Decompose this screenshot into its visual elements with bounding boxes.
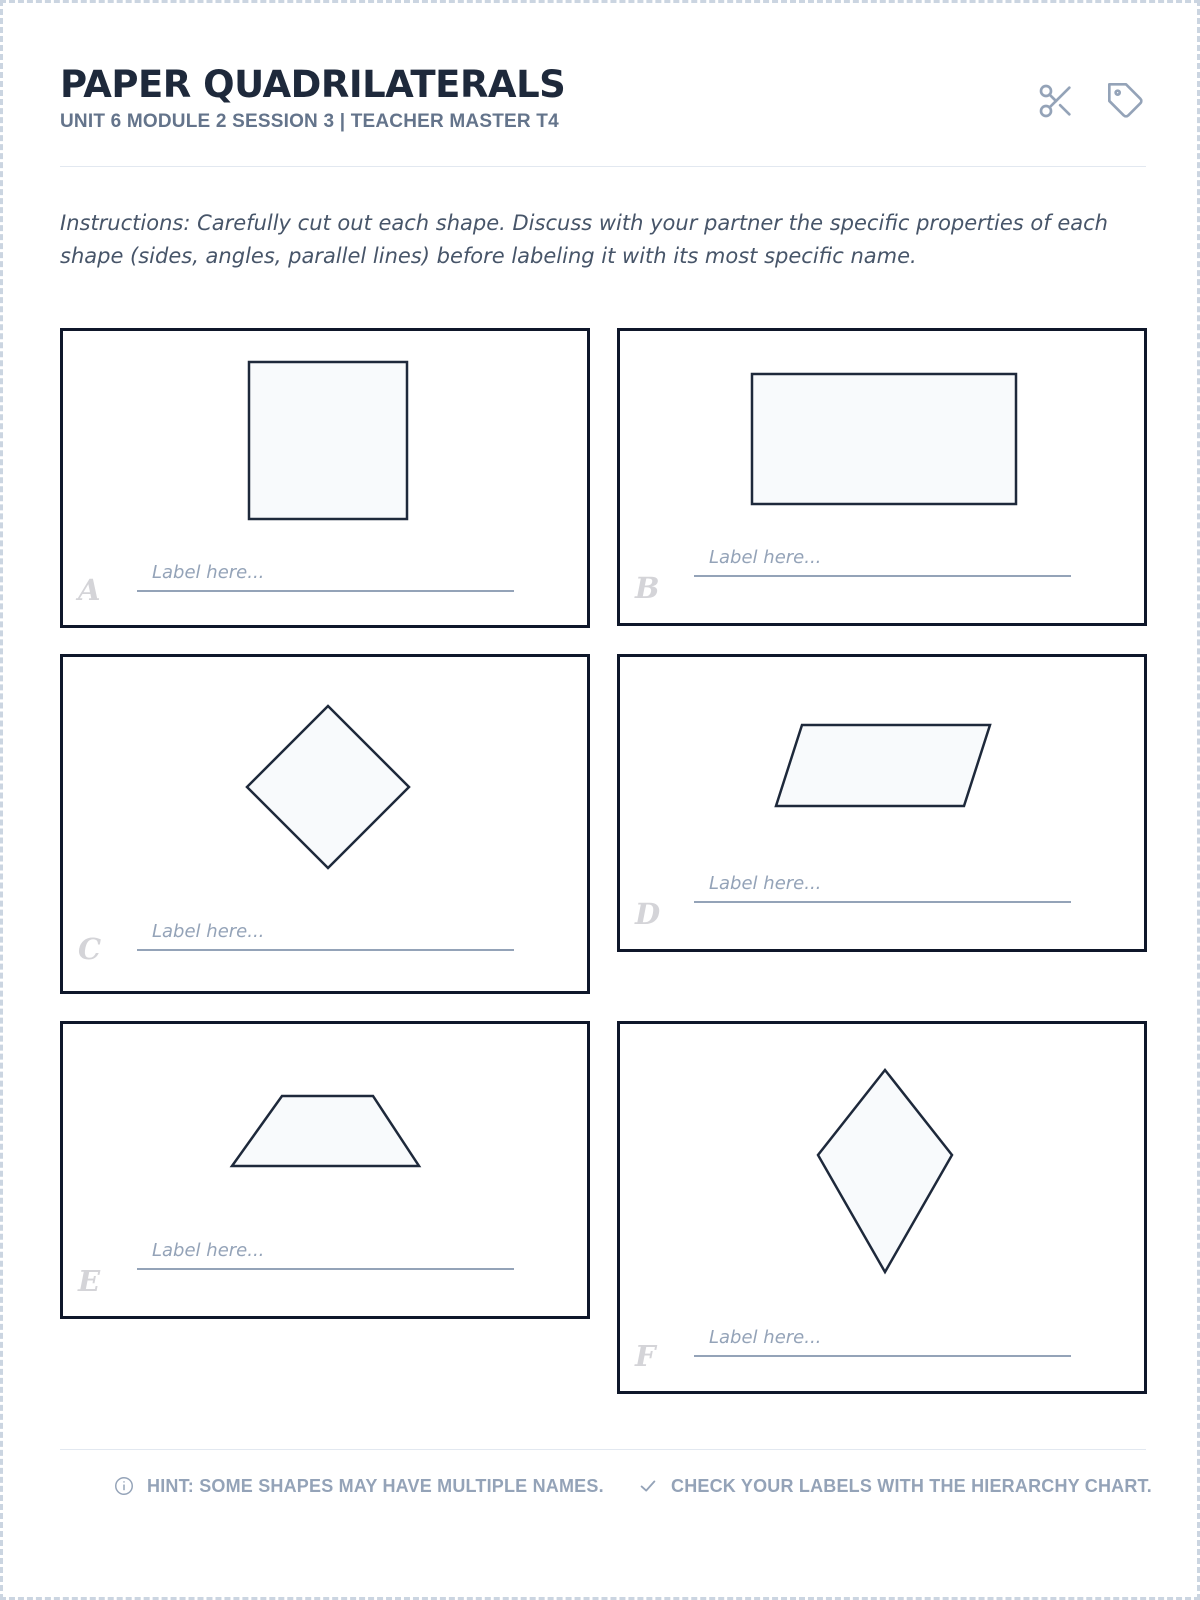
footer-divider bbox=[60, 1449, 1146, 1450]
worksheet-header bbox=[60, 61, 1146, 141]
shape-card-f bbox=[617, 1021, 1147, 1394]
shape-label-input-d[interactable] bbox=[694, 865, 1071, 903]
shape-label-input-a[interactable] bbox=[137, 554, 514, 592]
hint-tip bbox=[113, 1475, 604, 1497]
header-icons bbox=[1036, 81, 1146, 121]
shape-letter: D bbox=[635, 897, 661, 931]
footer-tips bbox=[3, 1475, 1200, 1505]
shape-card-d bbox=[617, 654, 1147, 952]
shape-letter: C bbox=[78, 932, 102, 966]
shape-label-input-e[interactable] bbox=[137, 1232, 514, 1270]
shape-label-input-f[interactable] bbox=[694, 1319, 1071, 1357]
shape-letter: F bbox=[635, 1339, 656, 1373]
checkmark-icon bbox=[637, 1475, 659, 1497]
scissors-icon bbox=[1036, 81, 1076, 121]
shape-label-input-b[interactable] bbox=[694, 539, 1071, 577]
check-text: CHECK YOUR LABELS WITH THE HIERARCHY CHART. bbox=[671, 1475, 1152, 1496]
instructions-text: Instructions: Carefully cut out each shape. Discuss with your partner the specific properties of each shape (sides, angles, parallel lines) before labeling it with its most specific name. bbox=[60, 211, 1108, 268]
tag-icon bbox=[1106, 81, 1146, 121]
shape-label-input-c[interactable] bbox=[137, 913, 514, 951]
rectangle-shape[interactable] bbox=[620, 331, 1150, 629]
shape-letter: B bbox=[635, 571, 660, 605]
hint-text: HINT: SOME SHAPES MAY HAVE MULTIPLE NAMES. bbox=[147, 1475, 604, 1496]
trapezoid-shape[interactable] bbox=[63, 1024, 593, 1322]
page-subtitle: UNIT 6 MODULE 2 SESSION 3 | TEACHER MASTER T4 bbox=[60, 111, 559, 132]
check-tip bbox=[637, 1475, 1152, 1497]
parallelogram-shape[interactable] bbox=[620, 657, 1150, 955]
shape-card-e bbox=[60, 1021, 590, 1319]
shape-card-c bbox=[60, 654, 590, 994]
shape-letter: E bbox=[78, 1264, 101, 1298]
shape-letter: A bbox=[78, 573, 101, 607]
header-divider bbox=[60, 166, 1146, 167]
page-title: PAPER QUADRILATERALS bbox=[60, 63, 566, 106]
shape-card-a bbox=[60, 328, 590, 628]
info-icon bbox=[113, 1475, 135, 1497]
shape-card-b bbox=[617, 328, 1147, 626]
